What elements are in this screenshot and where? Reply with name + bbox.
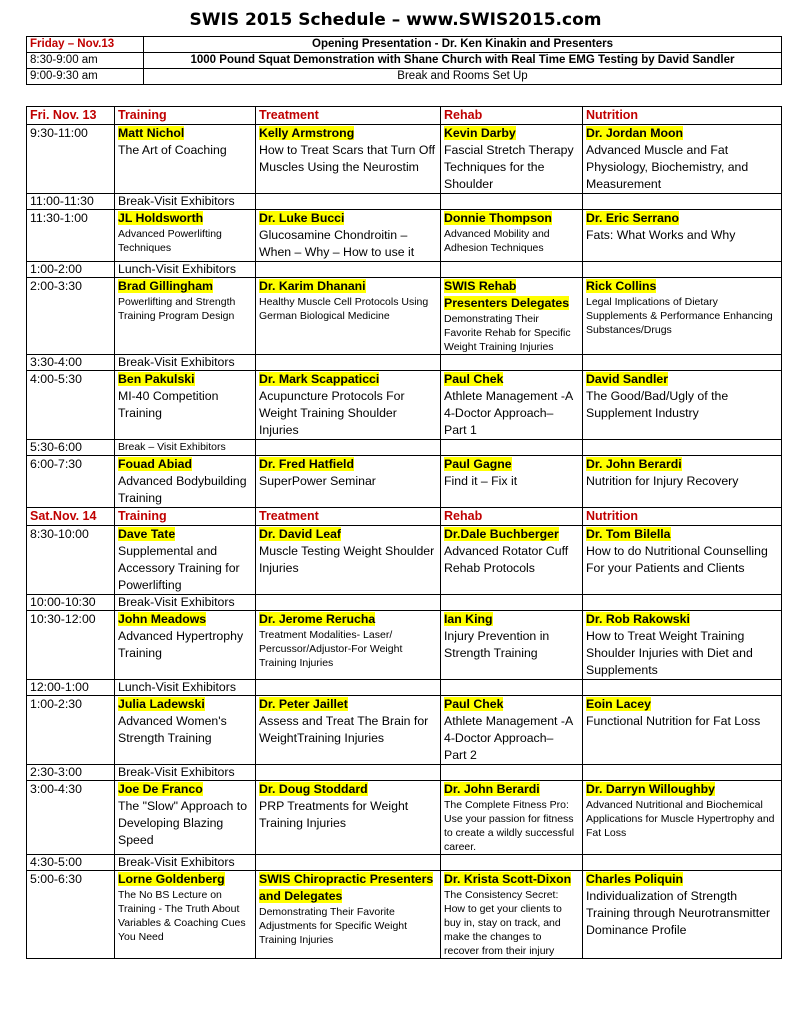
session-topic: The "Slow" Approach to Developing Blazing Speed: [118, 799, 248, 847]
session-topic: How to Treat Scars that Turn Off Muscles Using the Neurostim: [259, 143, 436, 174]
empty-cell: [256, 194, 441, 210]
session-topic: Fascial Stretch Therapy Techniques for the Shoulder: [444, 143, 574, 191]
speaker-name: Dr.Dale Buchberger: [444, 527, 559, 541]
session-topic: Advanced Women's Strength Training: [118, 714, 227, 745]
time-cell: 5:00-6:30: [27, 871, 115, 959]
session-topic: Athlete Management -A 4-Doctor Approach– Part 2: [444, 714, 573, 762]
schedule-table: [26, 106, 782, 959]
empty-cell: [441, 355, 583, 371]
empty-cell: [256, 855, 441, 871]
track-header-rehab: Rehab: [441, 508, 583, 526]
session-row: [27, 526, 782, 595]
break-row: [27, 440, 782, 456]
speaker-name: Eoin Lacey: [586, 697, 651, 711]
day-label: Sat.Nov. 14: [27, 508, 115, 526]
session-cell: [441, 871, 583, 959]
track-header-nutrition: Nutrition: [583, 508, 782, 526]
session-topic: The No BS Lecture on Training - The Truth About Variables & Coaching Cues You Need: [118, 889, 246, 943]
empty-cell: [441, 680, 583, 696]
page-title: SWIS 2015 Schedule – www.SWIS2015.com: [189, 10, 602, 30]
speaker-name: Kevin Darby: [444, 126, 516, 140]
session-cell: [441, 210, 583, 262]
session-topic: Healthy Muscle Cell Protocols Using German Biological Medicine: [259, 296, 429, 322]
day-header-row: [27, 107, 782, 125]
session-cell: [441, 456, 583, 508]
session-topic: MI-40 Competition Training: [118, 389, 219, 420]
empty-cell: [256, 440, 441, 456]
session-topic: Legal Implications of Dietary Supplements & Performance Enhancing Substances/Drugs: [586, 296, 773, 336]
session-cell: [115, 781, 256, 855]
session-cell: [256, 278, 441, 355]
session-cell: [115, 526, 256, 595]
speaker-name: Lorne Goldenberg: [118, 872, 225, 886]
speaker-name: Dr. Jerome Rerucha: [259, 612, 376, 626]
empty-cell: [583, 765, 782, 781]
session-topic: The Good/Bad/Ugly of the Supplement Industry: [586, 389, 729, 420]
speaker-name: Donnie Thompson: [444, 211, 552, 225]
speaker-name: Ben Pakulski: [118, 372, 195, 386]
session-topic: Advanced Nutritional and Biochemical Applications for Muscle Hypertrophy and Fat Loss: [586, 799, 775, 839]
speaker-name: Ian King: [444, 612, 493, 626]
track-header-training: Training: [115, 107, 256, 125]
opening-desc: Opening Presentation - Dr. Ken Kinakin and Presenters: [144, 37, 782, 53]
day-label: Fri. Nov. 13: [27, 107, 115, 125]
session-topic: Individualization of Strength Training through Neurotransmitter Dominance Profile: [586, 889, 771, 937]
speaker-name: Dr. Tom Bilella: [586, 527, 671, 541]
time-cell: 11:00-11:30: [27, 194, 115, 210]
time-cell: 2:30-3:00: [27, 765, 115, 781]
opening-time: 9:00-9:30 am: [27, 69, 144, 85]
break-row: [27, 765, 782, 781]
opening-row: [27, 37, 782, 53]
speaker-name: Paul Gagne: [444, 457, 512, 471]
speaker-name: John Meadows: [118, 612, 207, 626]
session-row: [27, 125, 782, 194]
speaker-name: Joe De Franco: [118, 782, 203, 796]
session-cell: [583, 871, 782, 959]
break-label: Break-Visit Exhibitors: [115, 355, 256, 371]
empty-cell: [583, 262, 782, 278]
session-row: [27, 611, 782, 680]
empty-cell: [583, 355, 782, 371]
empty-cell: [583, 194, 782, 210]
speaker-name: Rick Collins: [586, 279, 657, 293]
session-cell: [441, 611, 583, 680]
session-topic: Advanced Mobility and Adhesion Techniques: [444, 228, 550, 254]
speaker-name: Paul Chek: [444, 372, 504, 386]
speaker-name: Dr. Krista Scott-Dixon: [444, 872, 572, 886]
speaker-name: Dr. Fred Hatfield: [259, 457, 354, 471]
speaker-name: JL Holdsworth: [118, 211, 204, 225]
time-cell: 10:00-10:30: [27, 595, 115, 611]
speaker-name: Dr. Rob Rakowski: [586, 612, 690, 626]
time-cell: 1:00-2:30: [27, 696, 115, 765]
session-topic: Assess and Treat The Brain for WeightTraining Injuries: [259, 714, 429, 745]
session-cell: [583, 210, 782, 262]
time-cell: 4:00-5:30: [27, 371, 115, 440]
session-topic: How to do Nutritional Counselling For your Patients and Clients: [586, 544, 768, 575]
empty-cell: [256, 262, 441, 278]
session-cell: [115, 456, 256, 508]
session-cell: [256, 611, 441, 680]
session-cell: [583, 696, 782, 765]
session-cell: [583, 456, 782, 508]
session-cell: [583, 278, 782, 355]
speaker-name: David Sandler: [586, 372, 669, 386]
time-cell: 8:30-10:00: [27, 526, 115, 595]
session-cell: [583, 611, 782, 680]
speaker-name: Dr. Karim Dhanani: [259, 279, 366, 293]
time-cell: 3:30-4:00: [27, 355, 115, 371]
time-cell: 2:00-3:30: [27, 278, 115, 355]
speaker-name: Dr. David Leaf: [259, 527, 342, 541]
session-topic: Advanced Rotator Cuff Rehab Protocols: [444, 544, 569, 575]
session-topic: Advanced Powerlifting Techniques: [118, 228, 222, 254]
session-cell: [583, 125, 782, 194]
session-cell: [115, 278, 256, 355]
session-cell: [441, 696, 583, 765]
break-row: [27, 595, 782, 611]
time-cell: 1:00-2:00: [27, 262, 115, 278]
time-cell: 3:00-4:30: [27, 781, 115, 855]
session-cell: [115, 611, 256, 680]
time-cell: 12:00-1:00: [27, 680, 115, 696]
opening-time: 8:30-9:00 am: [27, 53, 144, 69]
empty-cell: [583, 855, 782, 871]
speaker-name: Dr. Darryn Willoughby: [586, 782, 716, 796]
track-header-treatment: Treatment: [256, 508, 441, 526]
speaker-name: SWIS Rehab Presenters Delegates: [444, 279, 570, 310]
opening-table: [26, 36, 782, 85]
session-row: [27, 781, 782, 855]
session-topic: Find it – Fix it: [444, 474, 518, 488]
session-topic: Acupuncture Protocols For Weight Training Shoulder Injuries: [259, 389, 405, 437]
break-label: Break-Visit Exhibitors: [115, 595, 256, 611]
session-cell: [115, 871, 256, 959]
empty-cell: [256, 595, 441, 611]
break-label: Break-Visit Exhibitors: [115, 765, 256, 781]
track-header-rehab: Rehab: [441, 107, 583, 125]
session-cell: [256, 871, 441, 959]
empty-cell: [256, 765, 441, 781]
session-cell: [256, 125, 441, 194]
day-header-row: [27, 508, 782, 526]
break-label: Break-Visit Exhibitors: [115, 194, 256, 210]
session-topic: Advanced Bodybuilding Training: [118, 474, 247, 505]
session-topic: Nutrition for Injury Recovery: [586, 474, 739, 488]
session-cell: [256, 456, 441, 508]
session-row: [27, 278, 782, 355]
session-topic: Demonstrating Their Favorite Rehab for Specific Weight Training Injuries: [444, 313, 571, 353]
session-row: [27, 871, 782, 959]
speaker-name: Dr. Mark Scappaticci: [259, 372, 380, 386]
empty-cell: [441, 595, 583, 611]
speaker-name: Paul Chek: [444, 697, 504, 711]
empty-cell: [256, 680, 441, 696]
empty-cell: [441, 262, 583, 278]
session-cell: [256, 781, 441, 855]
empty-cell: [441, 765, 583, 781]
time-cell: 6:00-7:30: [27, 456, 115, 508]
session-row: [27, 456, 782, 508]
session-cell: [441, 278, 583, 355]
break-row: [27, 680, 782, 696]
time-cell: 4:30-5:00: [27, 855, 115, 871]
empty-cell: [583, 595, 782, 611]
session-topic: Supplemental and Accessory Training for Powerlifting: [118, 544, 240, 592]
time-cell: 5:30-6:00: [27, 440, 115, 456]
break-label: Lunch-Visit Exhibitors: [115, 680, 256, 696]
speaker-name: Charles Poliquin: [586, 872, 684, 886]
session-topic: Advanced Muscle and Fat Physiology, Biochemistry, and Measurement: [586, 143, 749, 191]
session-cell: [115, 371, 256, 440]
session-topic: The Complete Fitness Pro: Use your passion for fitness to create a wildly successful career.: [444, 799, 575, 853]
empty-cell: [583, 440, 782, 456]
session-topic: Functional Nutrition for Fat Loss: [586, 714, 761, 728]
session-topic: Injury Prevention in Strength Training: [444, 629, 550, 660]
session-cell: [256, 210, 441, 262]
session-cell: [115, 125, 256, 194]
break-label: Break – Visit Exhibitors: [115, 440, 256, 456]
speaker-name: Dr. Jordan Moon: [586, 126, 684, 140]
break-label: Break-Visit Exhibitors: [115, 855, 256, 871]
time-cell: 11:30-1:00: [27, 210, 115, 262]
track-header-treatment: Treatment: [256, 107, 441, 125]
speaker-name: Julia Ladewski: [118, 697, 205, 711]
track-header-training: Training: [115, 508, 256, 526]
break-row: [27, 194, 782, 210]
break-label: Lunch-Visit Exhibitors: [115, 262, 256, 278]
session-topic: Powerlifting and Strength Training Program Design: [118, 296, 236, 322]
session-cell: [441, 371, 583, 440]
speaker-name: Fouad Abiad: [118, 457, 193, 471]
speaker-name: Dr. Eric Serrano: [586, 211, 679, 225]
speaker-name: Dave Tate: [118, 527, 176, 541]
session-topic: SuperPower Seminar: [259, 474, 376, 488]
session-topic: Advanced Hypertrophy Training: [118, 629, 244, 660]
empty-cell: [441, 855, 583, 871]
track-header-nutrition: Nutrition: [583, 107, 782, 125]
opening-row: [27, 69, 782, 85]
session-topic: PRP Treatments for Weight Training Injuries: [259, 799, 409, 830]
speaker-name: Matt Nichol: [118, 126, 185, 140]
opening-desc: Break and Rooms Set Up: [144, 69, 782, 85]
session-cell: [256, 526, 441, 595]
session-topic: Glucosamine Chondroitin – When – Why – How to use it: [259, 228, 415, 259]
session-cell: [441, 526, 583, 595]
empty-cell: [256, 355, 441, 371]
speaker-name: Dr. John Berardi: [586, 457, 682, 471]
session-cell: [583, 371, 782, 440]
speaker-name: Brad Gillingham: [118, 279, 213, 293]
session-topic: How to Treat Weight Training Shoulder Injuries with Diet and Supplements: [586, 629, 753, 677]
speaker-name: Dr. John Berardi: [444, 782, 540, 796]
time-cell: 10:30-12:00: [27, 611, 115, 680]
speaker-name: Dr. Luke Bucci: [259, 211, 345, 225]
break-row: [27, 855, 782, 871]
empty-cell: [441, 440, 583, 456]
session-cell: [441, 125, 583, 194]
session-cell: [583, 781, 782, 855]
session-row: [27, 696, 782, 765]
session-cell: [256, 371, 441, 440]
opening-row: [27, 53, 782, 69]
session-topic: Fats: What Works and Why: [586, 228, 736, 242]
session-topic: Demonstrating Their Favorite Adjustments for Specific Weight Training Injuries: [259, 906, 408, 946]
break-row: [27, 355, 782, 371]
opening-day-label: Friday – Nov.13: [27, 37, 144, 53]
speaker-name: Dr. Peter Jaillet: [259, 697, 348, 711]
session-topic: Muscle Testing Weight Shoulder Injuries: [259, 544, 435, 575]
session-topic: Athlete Management -A 4-Doctor Approach– Part 1: [444, 389, 573, 437]
session-topic: The Art of Coaching: [118, 143, 227, 157]
opening-desc: 1000 Pound Squat Demonstration with Shane Church with Real Time EMG Testing by David Sandler: [144, 53, 782, 69]
speaker-name: SWIS Chiropractic Presenters and Delegates: [259, 872, 434, 903]
session-cell: [115, 696, 256, 765]
speaker-name: Dr. Doug Stoddard: [259, 782, 368, 796]
session-cell: [115, 210, 256, 262]
empty-cell: [583, 680, 782, 696]
session-row: [27, 210, 782, 262]
empty-cell: [441, 194, 583, 210]
session-cell: [583, 526, 782, 595]
session-cell: [441, 781, 583, 855]
session-cell: [256, 696, 441, 765]
time-cell: 9:30-11:00: [27, 125, 115, 194]
session-topic: The Consistency Secret: How to get your clients to buy in, stay on track, and make the changes to recover from their injury: [444, 889, 562, 957]
session-topic: Treatment Modalities- Laser/ Percussor/Adjustor-For Weight Training Injuries: [259, 629, 403, 669]
session-row: [27, 371, 782, 440]
break-row: [27, 262, 782, 278]
speaker-name: Kelly Armstrong: [259, 126, 355, 140]
